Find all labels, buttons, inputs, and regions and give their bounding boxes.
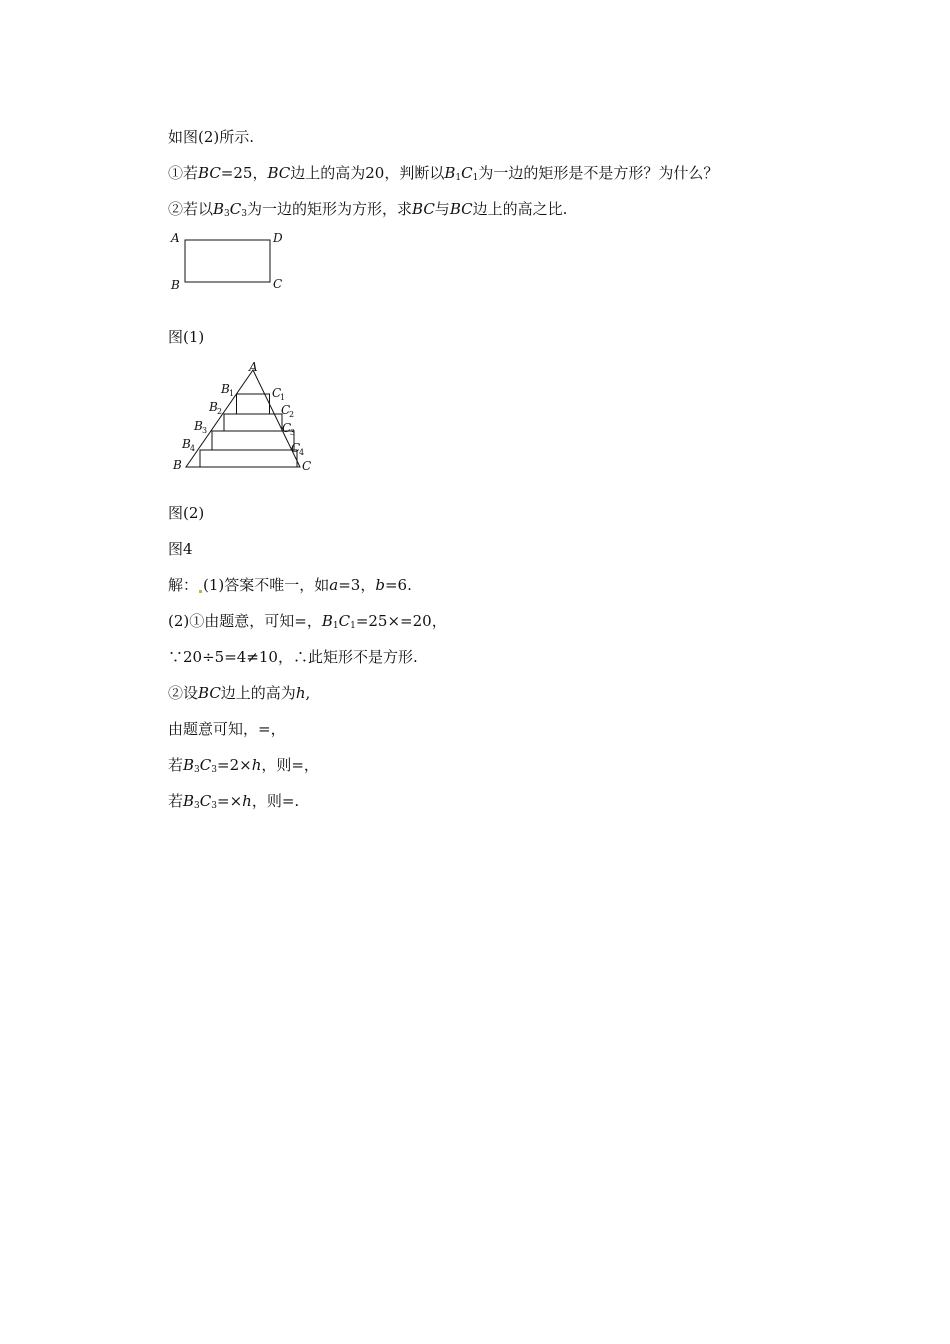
figure-2-caption: 图(2) (168, 504, 205, 522)
text: ②若以 (168, 200, 214, 218)
label-b2: B (209, 400, 218, 414)
label-b1: B (221, 382, 230, 396)
text: =25， (220, 164, 268, 182)
var: C (199, 756, 212, 774)
dot-mark (199, 590, 202, 593)
subscript: 3 (211, 765, 217, 775)
text: 由题意可知，=， (168, 720, 286, 738)
subscript: 1 (455, 173, 462, 183)
subscript: 1 (472, 173, 479, 183)
text: =3， (338, 576, 376, 594)
solution-line-3 (168, 647, 418, 667)
text: =× (217, 792, 243, 810)
subscript: 3 (241, 209, 247, 219)
text: 题意，可知=， (219, 612, 322, 630)
subscript: 3 (194, 801, 200, 811)
text: 边上的高为 (220, 684, 296, 702)
label-b: B (171, 278, 180, 292)
text: 若 (168, 756, 184, 774)
var: C (461, 164, 473, 182)
text: ②设 (168, 684, 199, 702)
label-b: B (173, 458, 182, 472)
subscript: 3 (224, 209, 230, 219)
label-c3: C (282, 421, 292, 435)
sub-2: 2 (289, 410, 295, 419)
var: BC (449, 200, 473, 218)
label-c1: C (272, 386, 282, 400)
solution-line-7 (168, 791, 299, 816)
var: C (229, 200, 242, 218)
solution-line-2 (168, 611, 447, 636)
subscript: 3 (211, 801, 217, 811)
text: ①若 (168, 164, 199, 182)
text: 解： (168, 576, 199, 594)
var: B (321, 612, 333, 630)
var: B (183, 792, 195, 810)
text: 若 (168, 792, 184, 810)
sub-4: 4 (299, 448, 305, 457)
var: C (338, 612, 351, 630)
sub-4: 4 (190, 444, 196, 453)
text: 为一边的矩形为方形，求 (247, 200, 413, 218)
var: h (251, 756, 262, 774)
label-c2: C (281, 403, 291, 417)
text: 边上的高为20，判断以 (290, 164, 445, 182)
label-c: C (302, 459, 312, 473)
rect-1 (237, 394, 270, 414)
label-c: C (273, 277, 283, 291)
label-b3: B (194, 419, 203, 433)
text: 为一边的矩形是不是方形？为什么？ (478, 164, 719, 182)
subscript: 3 (194, 765, 200, 775)
rect-4 (200, 450, 297, 467)
var: h (295, 684, 306, 702)
text: =25×=20， (355, 612, 447, 630)
text: =2× (217, 756, 252, 774)
text: ，则=， (261, 756, 319, 774)
text: 边上的高之比. (472, 200, 568, 218)
sub-3: 3 (202, 426, 208, 435)
label-a: A (171, 231, 180, 245)
solution-line-4 (168, 683, 310, 703)
var: BC (198, 684, 221, 702)
sub-1: 1 (229, 389, 235, 398)
var: a (329, 576, 339, 594)
text: ∵20÷5=4≠10，∴此矩形不是方形. (168, 648, 418, 666)
var: h (242, 792, 252, 810)
figure-2-triangle (165, 360, 325, 475)
solution-line-5 (168, 719, 286, 739)
triangle-abc (186, 370, 300, 467)
sub-1: 1 (280, 393, 286, 402)
solution-line-1 (168, 575, 412, 595)
figure-1-rectangle (165, 228, 295, 296)
subscript: 1 (350, 621, 356, 631)
label-a: A (249, 360, 258, 374)
sub-3: 3 (290, 428, 296, 437)
subscript: 1 (332, 621, 339, 631)
label-b4: B (182, 437, 191, 451)
text: (1)答案不唯一，如 (203, 576, 330, 594)
rectangle-abcd (185, 240, 270, 282)
problem-line-3 (168, 199, 567, 224)
var: b (375, 576, 385, 594)
var: B (213, 200, 225, 218)
figure-1-caption: 图(1) (168, 328, 205, 346)
var: BC (412, 200, 435, 218)
text: (2)①由 (168, 612, 220, 630)
var: BC (267, 164, 291, 182)
var: B (183, 756, 195, 774)
problem-line-2 (168, 163, 718, 188)
text: =6. (384, 576, 412, 594)
var: C (199, 792, 212, 810)
text: 如图(2)所示. (168, 128, 255, 146)
solution-line-6 (168, 755, 319, 780)
figure-label: 图4 (168, 540, 193, 558)
sub-2: 2 (217, 407, 223, 416)
text: ，则=. (251, 792, 300, 810)
label-c4: C (291, 441, 301, 455)
rect-2 (224, 414, 282, 431)
problem-line-1 (168, 127, 254, 147)
var: BC (198, 164, 221, 182)
text: 与 (434, 200, 450, 218)
var: B (444, 164, 456, 182)
text: , (305, 684, 311, 702)
label-d: D (273, 231, 283, 245)
